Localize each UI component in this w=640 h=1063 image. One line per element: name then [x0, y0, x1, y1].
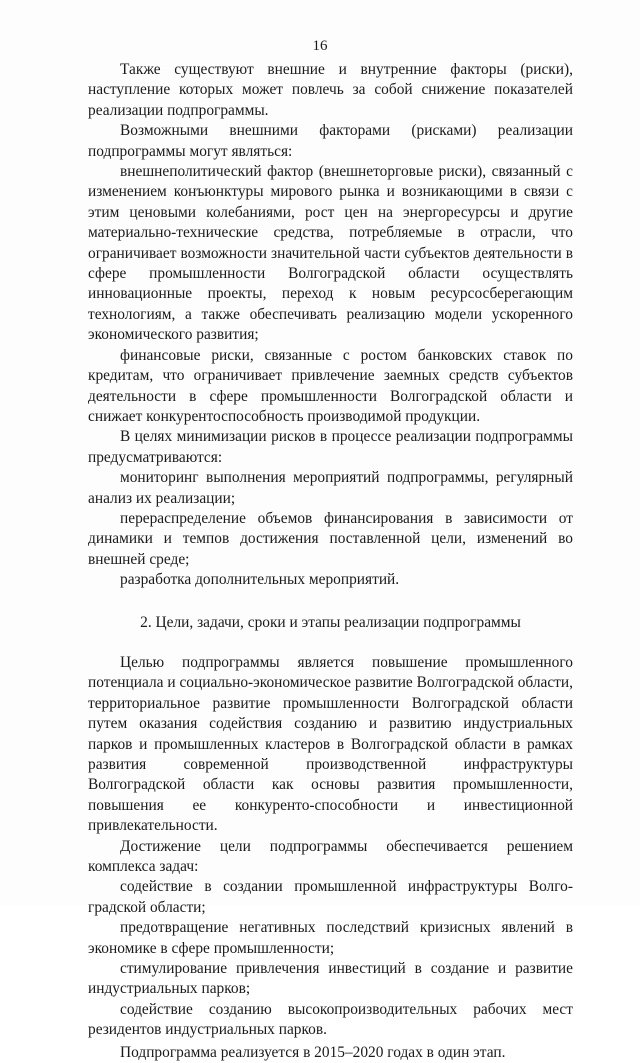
- paragraph-political-factor: внешнеполитический фактор (внешнеторговые риски), связанный с изменением конъюнктуры мирового рынка и возникающими в связи с этим ценовыми колебаниями, рост цен на энергоресурсы и другие материально-технические средства, потребляемые в отрасли, что ограничивает возможности значительной части субъектов деятельности в сфере промышленности Волгоградской области осуществлять инновационные проекты, переход к новым ресурсосберегающим технологиям, а также обеспечивать реализацию модели ускоренного экономического развития;: [88, 163, 573, 344]
- paragraph-additional-measures: разработка дополнительных мероприятий.: [120, 571, 400, 589]
- paragraph-risks-intro: Также существуют внешние и внутренние факторы (риски), наступление которых может повлечь за собой снижение показателей реализации подпрограммы.: [88, 61, 573, 119]
- paragraph-tasks-intro: Достижение цели подпрограммы обеспечивается решением комплекса задач:: [88, 837, 573, 876]
- paragraph-monitoring: мониторинг выполнения мероприятий подпрограммы, регулярный анализ их реализации;: [88, 469, 573, 507]
- paragraph-risk-minimization: В целях минимизации рисков в процессе реализации подпрограммы предусматриваются:: [88, 428, 573, 466]
- section-heading: 2. Цели, задачи, сроки и этапы реализации подпрограммы: [140, 613, 521, 631]
- paragraph-task-crisis: предотвращение негативных последствий кризисных явлений в экономике в сфере промышленности;: [88, 919, 573, 957]
- paragraph-financial-risks: финансовые риски, связанные с ростом банковских ставок по кредитам, что ограничивает привлечение заемных средств субъектов деятельности в сфере промышленности Волгоградской области и снижает конкурентоспособность производимой продукции.: [88, 346, 573, 425]
- paragraph-task-investment: стимулирование привлечения инвестиций в создание и развитие индустриальных парков;: [88, 960, 573, 998]
- paragraph-goal: Целью подпрограммы является повышение промышленного потенциала и социально-экономическое развитие Волгоградской области, территориальное развитие промышленности Волгоградской области путем оказания содействия созданию и развитию индустриальных парков и промышленных кластеров в Волгоградской области в рамках развития современной производственной инфраструктуры Волгоградской области как основы развития промышленности, повышения ее конкуренто-способности и инвестиционной привлекательности.: [88, 653, 573, 835]
- document-body: [88, 60, 573, 1063]
- page-number: 16: [312, 38, 328, 54]
- paragraph-external-factors: Возможными внешними факторами (рисками) реализации подпрограммы могут являться:: [88, 122, 573, 160]
- paragraph-redistribution: перераспределение объемов финансирования в зависимости от динамики и темпов достижения поставленной цели, изменений во внешней среде;: [88, 509, 573, 568]
- paragraph-task-jobs: содействие созданию высокопроизводительных рабочих мест резидентов индустриальных парков.: [88, 1000, 573, 1039]
- paragraph-task-infrastructure: содействие в создании промышленной инфраструктуры Волго-градской области;: [88, 878, 573, 916]
- paragraph-timeline: Подпрограмма реализуется в 2015–2020 годах в один этап.: [120, 1043, 506, 1061]
